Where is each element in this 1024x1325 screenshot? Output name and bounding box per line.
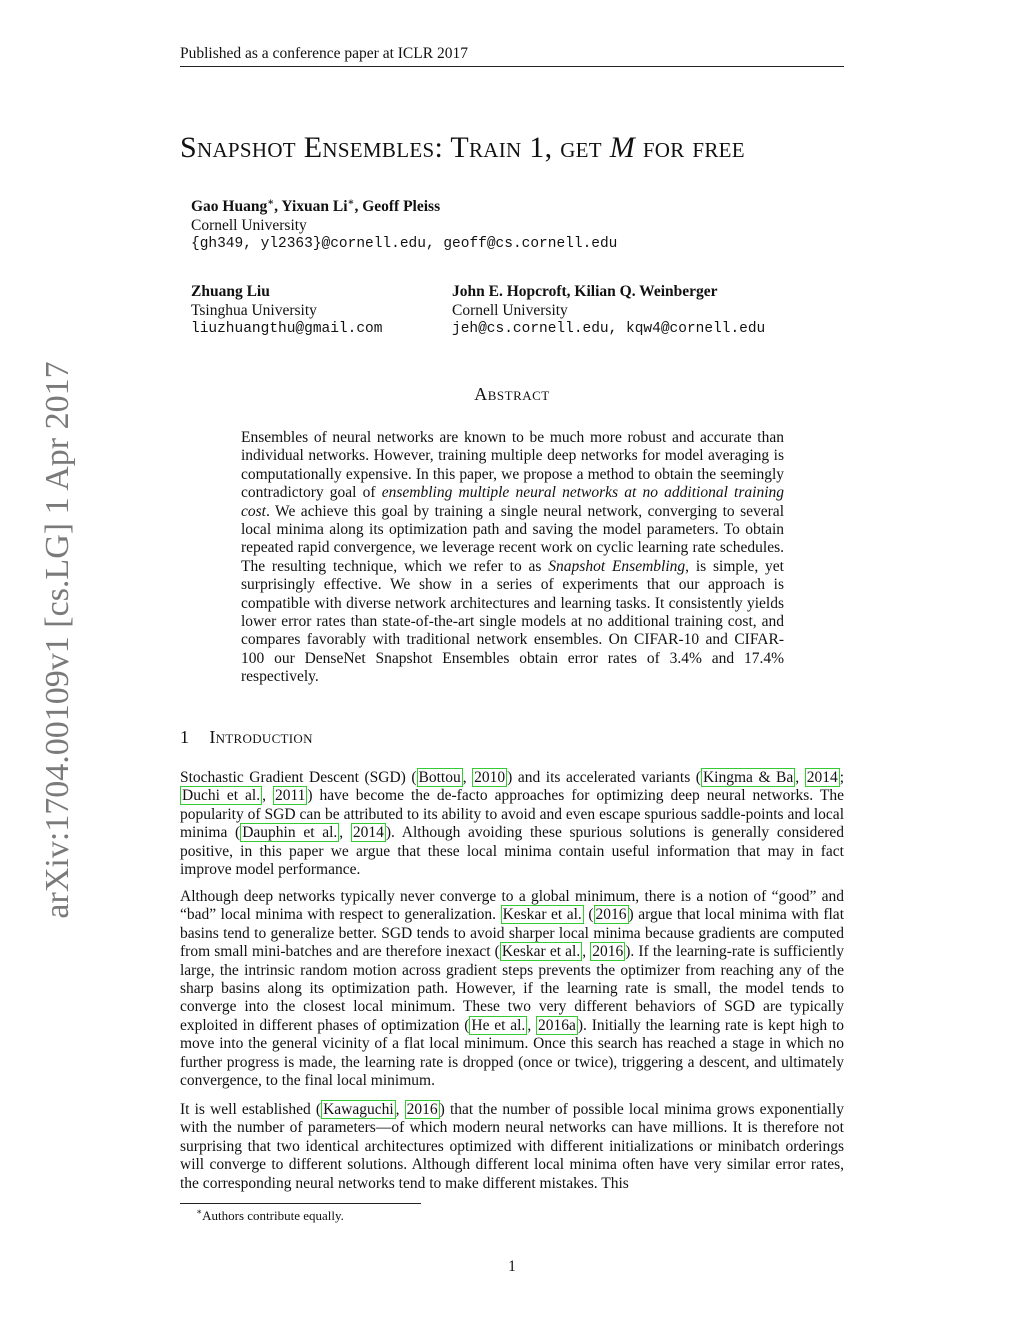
citation-link[interactable]: Keskar et al. [502,906,582,924]
author-group-3 [452,283,765,339]
title-part-1: Snapshot Ensembles: Train 1, get [180,131,610,164]
author-name: John E. Hopcroft, Kilian Q. Weinberger [452,283,718,300]
section-title: Introduction [209,727,313,747]
citation-link[interactable]: 2010 [474,769,506,786]
footnote-divider [180,1203,421,1204]
footnote-mark: ∗ [196,1206,203,1217]
citation-link[interactable]: 2011 [274,787,306,805]
author-email: {gh349, yl2363}@cornell.edu, geoff@cs.cornell.edu [191,236,618,252]
citation-link[interactable]: 2016 [595,906,627,924]
citation-link[interactable]: Dauphin et al. [242,824,338,842]
citation-link[interactable]: Duchi et al. [182,787,261,805]
emphasis: Snapshot Ensembling [548,557,686,575]
equal-contribution-mark: ∗ [347,196,355,208]
running-header: Published as a conference paper at ICLR 2017 [180,44,844,67]
citation-link[interactable]: 2016a [538,1016,576,1034]
abstract-body: Ensembles of neural networks are known to be much more robust and accurate than individual networks. However, training multiple deep networks for model averaging is computationally expensive. In this paper, we propose a method to obtain the seemingly contradictory goal of ensembling multiple neural networks at no additional training cost. We achieve this goal by training a single neural network, converging to several local minima along its optimization path and saving the model parameters. To obtain repeated rapid convergence, we leverage recent work on cyclic learning rate schedules. The resulting technique, which we refer to as Snapshot Ensembling, is simple, yet surprisingly effective. We show in a series of experiments that our approach is compatible with diverse network architectures and learning tasks. It consistently yields lower error rates than state-of-the-art single models at no additional training cost, and compares favorably with traditional network ensembles. On CIFAR-10 and CIFAR-100 our DenseNet Snapshot Ensembles obtain error rates of 3.4% and 17.4% respectively. [241,429,784,686]
title-math-m: M [609,131,636,164]
equal-contribution-mark: ∗ [267,196,275,208]
citation-link[interactable]: Kawaguchi [323,1101,394,1118]
intro-paragraph-3: It is well established ( Kawaguchi , 2016 ) that the number of possible local minima grows exponentially with the number of parameters—of which modern neural networks can have millions. It is therefore not surprising that two identical architectures optimized with different initializations or minibatch orderings will converge to different solutions. Although different local minima often have very similar error rates, the corresponding neural networks tend to make different mistakes. This [180,1101,845,1192]
citation-link[interactable]: 2016 [406,1101,438,1118]
author-group-2 [191,283,382,339]
intro-paragraph-2: Although deep networks typically never converge to a global minimum, there is a notion of “good” and “bad” local minima with respect to generalization. Keskar et al. ( 2016 ) argue that local minima with flat basins tend to generalize better. SGD tends to avoid sharper local minima because gradients are computed from small mini-batches and are therefore inexact ( Keskar et al. , 2016 ). If the learning-rate is sufficiently large, the intrinsic random motion across gradient steps prevents the optimizer from reaching any of the sharp basins along its optimization path. However, if the learning rate is small, the model tends to converge into the closest local minimum. These two very different behaviors of SGD are typically exploited in different phases of optimization ( He et al. , 2016a ). Initially the learning rate is kept high to move into the general vicinity of a flat local minimum. Once this search has reached a stage in which no further progress is made, the learning rate is dropped (once or twice), triggering a descent, and ultimately convergence, to the final local minimum. [180,888,845,1090]
author-affiliation: Cornell University [452,301,568,319]
author-email: jeh@cs.cornell.edu, kqw4@cornell.edu [452,321,766,337]
page-number: 1 [508,1258,516,1275]
author-name: Zhuang Liu [191,283,270,300]
author-names-1: Gao Huang∗, Yixuan Li∗, Geoff Pleiss [191,196,441,215]
citation-link[interactable]: He et al. [471,1016,526,1034]
citation-link[interactable]: 2016 [592,943,624,961]
author-affiliation: Cornell University [191,216,307,234]
author-group-1 [191,198,617,254]
author-name: Yixuan Li [281,198,348,215]
section-number: 1 [180,727,190,747]
author-name: Geoff Pleiss [362,198,441,215]
emphasis: ensembling multiple neural networks at no additional training cost [241,484,784,520]
citation-link[interactable]: Kingma & Ba [702,769,794,786]
citation-link[interactable]: Keskar et al. [501,943,581,961]
paper-title [180,130,880,166]
author-name: Gao Huang [191,198,268,215]
abstract-heading: Abstract [474,384,550,404]
footnote-text: Authors contribute equally. [202,1208,344,1223]
citation-link[interactable]: 2014 [352,824,384,842]
section-heading-introduction [180,727,313,748]
citation-link[interactable]: 2014 [806,769,838,786]
citation-link[interactable]: Bottou [418,769,461,786]
intro-paragraph-1: Stochastic Gradient Descent (SGD) ( Bottou , 2010 ) and its accelerated variants ( Kingma & Ba , 2014 ; Duchi et al. , 2011 ) have become the de-facto approaches for optimizing deep neural networks. The popularity of SGD can be attributed to its ability to avoid and even escape spurious saddle-points and local minima ( Dauphin et al. , 2014 ). Although avoiding these spurious solutions is generally considered positive, in this paper we argue that these local minima contain useful information that may in fact improve model performance. [180,769,845,879]
title-part-2: for free [635,131,745,164]
arxiv-identifier: arXiv:1704.00109v1 [cs.LG] 1 Apr 2017 [39,361,76,919]
footnote [196,1208,344,1224]
author-email: liuzhuangthu@gmail.com [191,321,383,337]
author-affiliation: Tsinghua University [191,301,317,319]
